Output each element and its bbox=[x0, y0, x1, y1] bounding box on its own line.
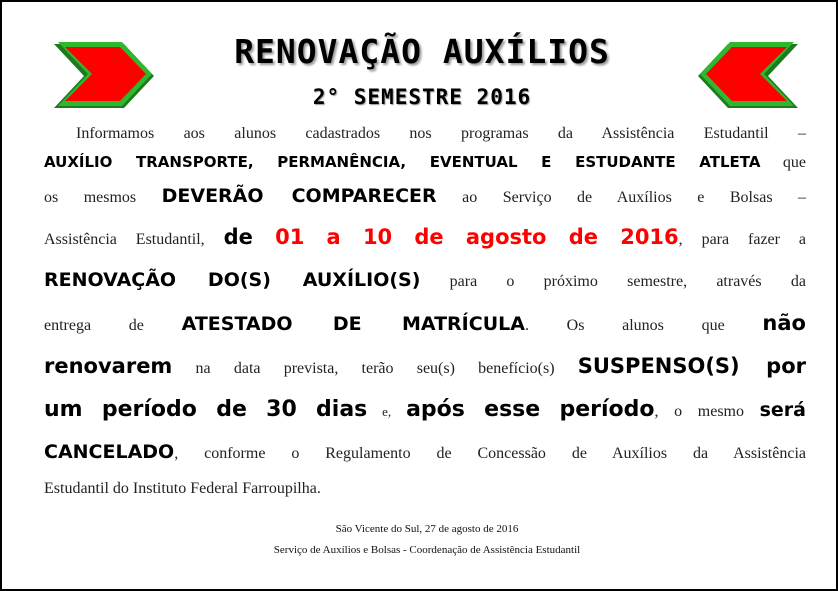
notice-line bbox=[44, 388, 806, 432]
notice-line bbox=[44, 472, 806, 506]
notice-line bbox=[44, 148, 806, 176]
notice-text: na data prevista, terão seu(s) benefício(s) bbox=[172, 360, 578, 377]
atestado-matricula: ATESTADO DE MATRÍCULA bbox=[181, 313, 525, 335]
notice-emphasis: após esse período bbox=[406, 397, 655, 422]
chevron-right-icon bbox=[50, 40, 158, 112]
notice-emphasis: não bbox=[762, 311, 806, 335]
notice-text: e, bbox=[367, 404, 407, 419]
notice-line bbox=[44, 432, 806, 472]
notice-text: , para fazer a bbox=[678, 231, 806, 248]
deadline-dates: 01 a 10 de agosto de 2016 bbox=[275, 225, 679, 249]
notice-text: que bbox=[760, 154, 806, 171]
suspenso-emphasis: SUSPENSO(S) por bbox=[577, 354, 806, 378]
notice-line bbox=[44, 216, 806, 258]
renovacao-auxilios: RENOVAÇÃO DO(S) AUXÍLIO(S) bbox=[44, 269, 421, 291]
auxilio-types: AUXÍLIO TRANSPORTE, PERMANÊNCIA, EVENTUAL E ESTUDANTE ATLETA bbox=[44, 153, 761, 171]
place-date: São Vicente do Sul, 27 de agosto de 2016 bbox=[335, 523, 519, 535]
notice-line bbox=[44, 120, 806, 148]
notice-text: ao Serviço de Auxílios e Bolsas – bbox=[436, 189, 807, 206]
notice-line bbox=[44, 258, 806, 302]
notice-line bbox=[44, 344, 806, 388]
page-title: RENOVAÇÃO AUXÍLIOS bbox=[234, 32, 610, 71]
notice-text: entrega de bbox=[44, 317, 182, 334]
page-subtitle: 2° SEMESTRE 2016 bbox=[312, 85, 532, 109]
notice-text: de bbox=[223, 225, 276, 249]
notice-emphasis: renovarem bbox=[44, 354, 173, 378]
notice-text: Estudantil do Instituto Federal Farroupilha. bbox=[44, 480, 321, 497]
notice-text: . Os alunos que bbox=[524, 317, 763, 334]
cancelado-emphasis: CANCELADO bbox=[44, 441, 175, 463]
notice-text: Informamos aos alunos cadastrados nos programas da Assistência Estudantil – bbox=[76, 125, 806, 142]
deverao-comparecer: DEVERÃO COMPARECER bbox=[161, 185, 437, 207]
notice-text: , o mesmo bbox=[654, 403, 760, 420]
notice-body bbox=[44, 120, 806, 506]
notice-line bbox=[44, 302, 806, 344]
notice-text: Assistência Estudantil, bbox=[44, 231, 224, 248]
notice-text: os mesmos bbox=[44, 189, 162, 206]
signature-line: Serviço de Auxílios e Bolsas - Coordenação de Assistência Estudantil bbox=[273, 544, 581, 556]
notice-emphasis: um período de 30 dias bbox=[44, 397, 368, 422]
notice-text: para o próximo semestre, através da bbox=[420, 273, 806, 290]
notice-line bbox=[44, 176, 806, 216]
notice-emphasis: será bbox=[759, 399, 806, 421]
notice-text: , conforme o Regulamento de Concessão de Auxílios da Assistência bbox=[174, 445, 806, 462]
chevron-left-icon bbox=[694, 40, 802, 112]
